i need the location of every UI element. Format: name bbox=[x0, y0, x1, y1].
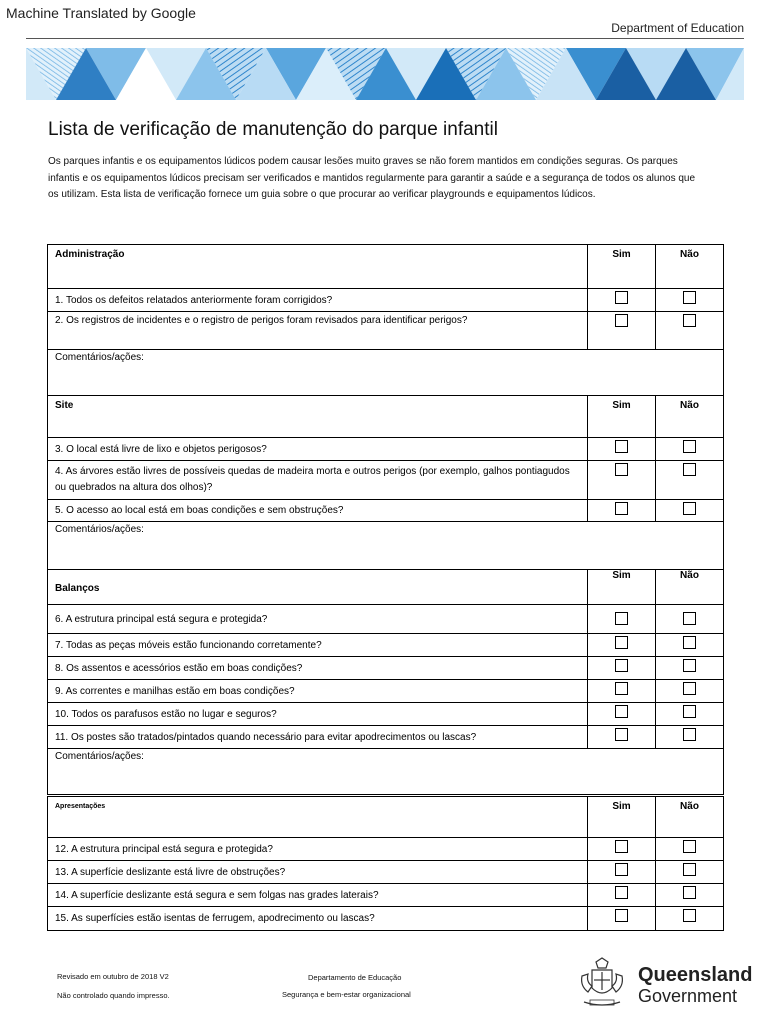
triangle-pattern-banner bbox=[26, 48, 744, 100]
yes-column-header: Sim bbox=[588, 570, 656, 605]
no-checkbox[interactable] bbox=[683, 440, 696, 453]
checklist-item: 14. A superfície deslizante está segura e sem folgas nas grades laterais? bbox=[48, 884, 588, 907]
checklist-item: 8. Os assentos e acessórios estão em boas condições? bbox=[48, 657, 588, 680]
no-checkbox[interactable] bbox=[683, 840, 696, 853]
section-heading: Apresentações bbox=[48, 797, 588, 838]
footer-revision: Revisado em outubro de 2018 V2 bbox=[57, 972, 169, 981]
section-heading: Site bbox=[48, 396, 588, 438]
header-rule bbox=[26, 38, 744, 39]
no-checkbox[interactable] bbox=[683, 636, 696, 649]
no-checkbox[interactable] bbox=[683, 502, 696, 515]
yes-column-header: Sim bbox=[588, 396, 656, 438]
checklist-section-apresentacoes bbox=[47, 796, 724, 931]
government-wordmark: Government bbox=[638, 986, 738, 1006]
machine-translated-banner: Machine Translated by Google bbox=[6, 5, 196, 21]
no-checkbox[interactable] bbox=[683, 659, 696, 672]
checklist-section-site bbox=[47, 395, 724, 570]
section-heading: Balanços bbox=[48, 570, 588, 605]
checklist-item: 11. Os postes são tratados/pintados quando necessário para evitar apodrecimentos ou lascas? bbox=[48, 726, 588, 749]
checklist-section-administracao bbox=[47, 244, 724, 396]
no-column-header: Não bbox=[656, 797, 724, 838]
yes-column-header: Sim bbox=[588, 245, 656, 289]
checklist-item: 10. Todos os parafusos estão no lugar e seguros? bbox=[48, 703, 588, 726]
no-checkbox[interactable] bbox=[683, 612, 696, 625]
checklist-item: 12. A estrutura principal está segura e protegida? bbox=[48, 838, 588, 861]
intro-paragraph: Os parques infantis e os equipamentos lúdicos podem causar lesões muito graves se não forem mantidos em condições seguras. Os parques infantis e os equipamentos lúdicos precisam ser verificados e mantidos regularmente para garantir a saúde e a segurança de todos os alunos que os utilizam. Esta lista de verificação fornece um guia sobre o que procurar ao verificar playgrounds e equipamentos lúdicos. bbox=[48, 156, 696, 200]
checklist-item: 3. O local está livre de lixo e objetos perigosos? bbox=[48, 438, 588, 461]
queensland-crest-icon bbox=[576, 956, 628, 1010]
yes-checkbox[interactable] bbox=[615, 886, 628, 899]
no-column-header: Não bbox=[656, 245, 724, 289]
footer-department: Departamento de Educação bbox=[308, 973, 402, 982]
yes-checkbox[interactable] bbox=[615, 463, 628, 476]
yes-checkbox[interactable] bbox=[615, 863, 628, 876]
no-checkbox[interactable] bbox=[683, 314, 696, 327]
no-checkbox[interactable] bbox=[683, 909, 696, 922]
checklist-item: 6. A estrutura principal está segura e protegida? bbox=[48, 605, 588, 634]
footer-uncontrolled-notice: Não controlado quando impresso. bbox=[57, 991, 170, 1000]
yes-checkbox[interactable] bbox=[615, 314, 628, 327]
yes-checkbox[interactable] bbox=[615, 659, 628, 672]
checklist-item: 2. Os registros de incidentes e o registro de perigos foram revisados para identificar perigos? bbox=[48, 312, 588, 350]
yes-checkbox[interactable] bbox=[615, 440, 628, 453]
yes-column-header: Sim bbox=[588, 797, 656, 838]
checklist-item: 4. As árvores estão livres de possíveis quedas de madeira morta e outros perigos (por exemplo, galhos pontiagudos ou quebrados na altura dos olhos)? bbox=[48, 461, 588, 500]
yes-checkbox[interactable] bbox=[615, 840, 628, 853]
yes-checkbox[interactable] bbox=[615, 728, 628, 741]
no-column-header: Não bbox=[656, 570, 724, 605]
no-column-header: Não bbox=[656, 396, 724, 438]
checklist-item: 9. As correntes e manilhas estão em boas condições? bbox=[48, 680, 588, 703]
comments-field[interactable]: Comentários/ações: bbox=[48, 522, 724, 570]
queensland-wordmark: Queensland bbox=[638, 964, 753, 986]
triangle-pattern-graphic bbox=[26, 48, 744, 100]
section-heading: Administração bbox=[48, 245, 588, 289]
yes-checkbox[interactable] bbox=[615, 502, 628, 515]
yes-checkbox[interactable] bbox=[615, 909, 628, 922]
yes-checkbox[interactable] bbox=[615, 291, 628, 304]
comments-field[interactable]: Comentários/ações: bbox=[48, 350, 724, 396]
yes-checkbox[interactable] bbox=[615, 612, 628, 625]
no-checkbox[interactable] bbox=[683, 863, 696, 876]
no-checkbox[interactable] bbox=[683, 291, 696, 304]
department-header: Department of Education bbox=[611, 21, 744, 35]
no-checkbox[interactable] bbox=[683, 682, 696, 695]
comments-field[interactable]: Comentários/ações: bbox=[48, 749, 724, 795]
checklist-item: 5. O acesso ao local está em boas condições e sem obstruções? bbox=[48, 500, 588, 522]
no-checkbox[interactable] bbox=[683, 728, 696, 741]
footer-unit: Segurança e bem-estar organizacional bbox=[282, 990, 411, 999]
yes-checkbox[interactable] bbox=[615, 705, 628, 718]
no-checkbox[interactable] bbox=[683, 886, 696, 899]
checklist-section-balancos bbox=[47, 569, 724, 795]
yes-checkbox[interactable] bbox=[615, 682, 628, 695]
no-checkbox[interactable] bbox=[683, 463, 696, 476]
checklist-item: 13. A superfície deslizante está livre de obstruções? bbox=[48, 861, 588, 884]
no-checkbox[interactable] bbox=[683, 705, 696, 718]
yes-checkbox[interactable] bbox=[615, 636, 628, 649]
checklist-item: 7. Todas as peças móveis estão funcionando corretamente? bbox=[48, 634, 588, 657]
checklist-item: 1. Todos os defeitos relatados anteriormente foram corrigidos? bbox=[48, 289, 588, 312]
page-title: Lista de verificação de manutenção do parque infantil bbox=[48, 119, 498, 140]
checklist-item: 15. As superfícies estão isentas de ferrugem, apodrecimento ou lascas? bbox=[48, 907, 588, 931]
